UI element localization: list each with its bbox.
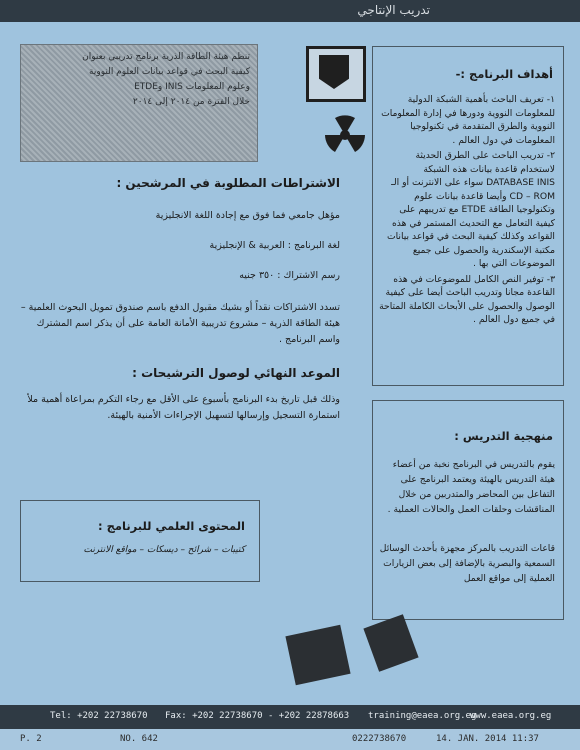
goals-list bbox=[379, 93, 555, 329]
fax-number-id: NO. 642 bbox=[120, 734, 158, 744]
deadline-title: الموعد النهائي لوصول الترشيحات : bbox=[132, 366, 340, 380]
decorative-block bbox=[285, 625, 350, 686]
decorative-block bbox=[363, 614, 418, 672]
goal-item: ١- تعريف الباحث بأهمية الشبكة الدولية للمعلومات النووية ودورها في إدارة المعلومات النووية والطرق المتقدمة في تكنولوجيا المعلومات في دول العالم . bbox=[381, 94, 555, 146]
shield-icon bbox=[319, 55, 349, 89]
top-bar bbox=[0, 0, 580, 22]
banner-text bbox=[28, 50, 250, 110]
banner-line: وعلوم المعلومات INIS وETDE bbox=[134, 82, 250, 92]
footer-email[interactable]: training@eaea.org.eg bbox=[368, 711, 477, 721]
banner-line: كيفية البحث في قواعد بيانات العلوم النووية bbox=[89, 67, 250, 77]
footer-fax: Fax: +202 22738670 - +202 22878663 bbox=[165, 711, 350, 721]
method-panel bbox=[372, 400, 564, 620]
footer-tel: Tel: +202 22738670 bbox=[50, 711, 148, 721]
fax-header-strip bbox=[0, 729, 580, 750]
requirement-fee: رسم الاشتراك : ٣٥٠ جنيه bbox=[239, 270, 340, 281]
requirement-payment: تسدد الاشتراكات نقداً أو بشيك مقبول الدفع باسم صندوق تمويل البحوث العلمية – هيئة الطاقة الذرية – مشروع تدريبية الأمانة العامة على أن يذكر اسم المشترك واسم البرنامج . bbox=[20, 302, 340, 345]
method-paragraph: يقوم بالتدريس في البرنامج نخبة من أعضاء هيئة التدريس بالهيئة ويعتمد البرنامج على التفاعل بين المحاضر والمتدربين من خلال المناقشات وحلقات العمل والحالات العملية . bbox=[387, 459, 555, 515]
method-title: منهجية التدريس : bbox=[454, 429, 553, 443]
fax-phone: 0222738670 bbox=[352, 734, 407, 744]
goals-panel bbox=[372, 46, 564, 386]
goal-item: ٢- تدريب الباحث على الطرق الحديثة لاستخدام قاعدة بيانات هذه الشبكة DATABASE INIS سواء على الانترنت أو الـ CD – ROM وأيضا قاعدة بيانات علوم وتكنولوجيا الطاقة ETDE مع تدريبهم على كيفية التعامل مع التحديث المستمر في هذه القواعد وكذلك كيفية البحث في قواعد بيانات مكتبة الإسكندرية والحصول على جميع الموضوعات التي بها . bbox=[386, 150, 555, 269]
banner-line: خلال الفترة من ٢٠١٤ إلى ٢٠١٤ bbox=[132, 97, 250, 107]
content-title: المحتوى العلمي للبرنامج : bbox=[97, 519, 245, 533]
requirements-section bbox=[20, 176, 340, 345]
deadline-section bbox=[20, 366, 340, 421]
deadline-text: وذلك قبل تاريخ بدء البرنامج بأسبوع على الأقل مع رجاء التكرم بمراعاة أهمية ملأ استمارة التسجيل وإرسالها لتسهيل الإجراءات الأمنية بالهيئة. bbox=[27, 394, 340, 421]
fax-page: P. 2 bbox=[20, 734, 42, 744]
banner-line: تنظم هيئة الطاقة الذرية برنامج تدريبي بعنوان bbox=[82, 52, 250, 62]
authority-logo bbox=[306, 46, 366, 102]
requirement-language: لغة البرنامج : العربية & الإنجليزية bbox=[209, 240, 340, 251]
requirement-qualification: مؤهل جامعي فما فوق مع إجادة اللغة الانجليزية bbox=[155, 210, 340, 221]
footer-web[interactable]: www.eaea.org.eg bbox=[470, 711, 552, 721]
content-items: كتيبات – شرائح – ديسكات – مواقع الانترنت bbox=[83, 545, 245, 555]
header-title: تدريب الإنتاجي bbox=[357, 3, 430, 17]
radiation-icon bbox=[318, 108, 372, 162]
goals-title: أهداف البرنامج :- bbox=[455, 67, 553, 81]
method-paragraph: قاعات التدريب بالمركز مجهزة بأحدث الوسائل السمعية والبصرية بالإضافة إلى بعض الزيارات العملية إلى مواقع العمل bbox=[379, 543, 555, 584]
requirements-title: الاشتراطات المطلوبة في المرشحين : bbox=[116, 176, 340, 190]
footer-bar bbox=[0, 705, 580, 729]
content-panel bbox=[20, 500, 260, 582]
goal-item: ٣- توفير النص الكامل للموضوعات في هذه القاعدة مجانا وتدريب الباحث أيضا على كيفية الوصول والحصول على الأبحاث الكاملة المتاحة في جميع دول العالم . bbox=[379, 273, 555, 325]
fax-datetime: 14. JAN. 2014 11:37 bbox=[436, 734, 539, 744]
